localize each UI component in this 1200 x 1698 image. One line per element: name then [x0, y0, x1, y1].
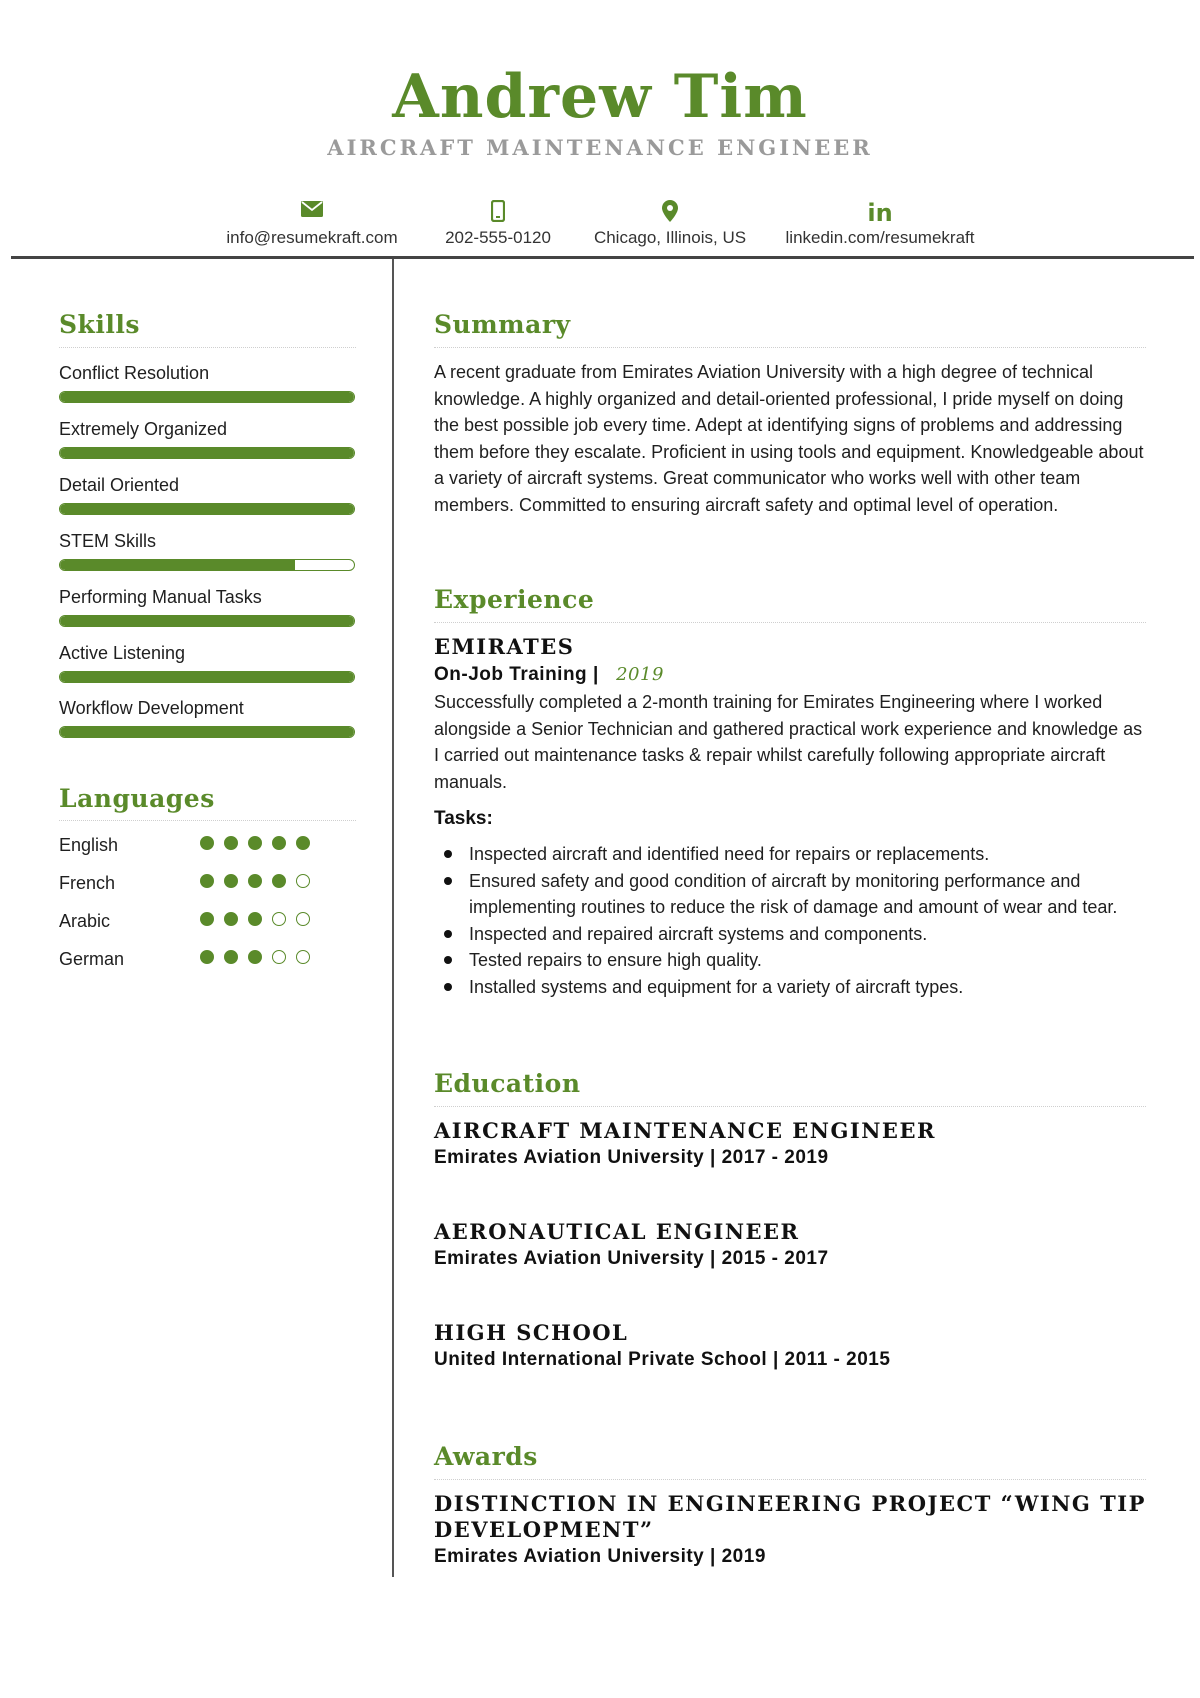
bullet-icon: [444, 930, 452, 938]
rating-dot-filled: [248, 836, 262, 850]
language-row: [59, 832, 359, 860]
rating-dot-filled: [200, 874, 214, 888]
rating-dot-filled: [224, 912, 238, 926]
education-rule: [434, 1106, 1146, 1107]
skill-bar: [59, 503, 355, 515]
education-title: HIGH SCHOOL: [434, 1320, 629, 1345]
role-title: On-Job Training |: [434, 664, 599, 685]
language-rating: [200, 950, 310, 964]
rating-dot-empty: [296, 874, 310, 888]
languages-rule: [59, 820, 356, 821]
list-item: [434, 921, 1146, 948]
bullet-icon: [444, 956, 452, 964]
skill-item: [59, 586, 355, 627]
skill-item: [59, 530, 355, 571]
rating-dot-filled: [200, 950, 214, 964]
language-label: Arabic: [59, 911, 111, 931]
skill-bar-fill: [60, 616, 354, 626]
skill-item: [59, 642, 355, 683]
tasks-list: [434, 841, 1146, 1000]
education-detail: Emirates Aviation University | 2017 - 2019: [434, 1147, 829, 1168]
education-title: AIRCRAFT MAINTENANCE ENGINEER: [434, 1118, 936, 1143]
skill-bar: [59, 391, 355, 403]
language-rating: [200, 874, 310, 888]
skill-bar: [59, 615, 355, 627]
task-text: Tested repairs to ensure high quality.: [469, 950, 762, 970]
job-title: AIRCRAFT MAINTENANCE ENGINEER: [327, 135, 873, 160]
skill-label: Workflow Development: [59, 698, 244, 718]
skill-label: Active Listening: [59, 643, 186, 663]
skills-heading: Skills: [59, 310, 140, 339]
skill-item: [59, 362, 355, 403]
skills-rule: [59, 347, 356, 348]
list-item: [434, 841, 1146, 868]
company-name: EMIRATES: [434, 634, 575, 659]
task-text: Inspected and repaired aircraft systems and components.: [469, 923, 928, 944]
task-text: Inspected aircraft and identified need for repairs or replacements.: [469, 844, 990, 864]
rating-dot-filled: [272, 836, 286, 850]
rating-dot-filled: [248, 912, 262, 926]
language-label: English: [59, 835, 119, 855]
skill-bar-fill: [60, 392, 354, 402]
summary-text: A recent graduate from Emirates Aviation University with a high degree of technical knowledge. A highly organized and detail-oriented professional, I pride myself on doing the best possible job every time. Adept at identifying signs of problems and addressing them before they escalate. Proficient in using tools and equipment. Knowledgeable about a variety of aircraft systems. Great communicator who works well with other team members. Committed to ensuring aircraft safety and optimal level of operation.: [434, 362, 1144, 515]
rating-dot-empty: [272, 950, 286, 964]
skill-bar-fill: [60, 727, 354, 737]
skill-label: Performing Manual Tasks: [59, 587, 262, 607]
rating-dot-empty: [296, 912, 310, 926]
bullet-icon: [444, 877, 452, 885]
task-text: Ensured safety and good condition of aircraft by monitoring performance and implementing routines to reduce the risk of damage and amount of wear and tear.: [469, 870, 1118, 917]
location-pin-icon: [550, 200, 790, 226]
language-label: German: [59, 949, 125, 969]
rating-dot-filled: [248, 874, 262, 888]
skill-bar-fill: [60, 448, 354, 458]
email-text: info@resumekraft.com: [226, 228, 398, 247]
language-rating: [200, 912, 310, 926]
skill-bar-fill: [60, 560, 295, 570]
skill-label: Extremely Organized: [59, 419, 228, 439]
rating-dot-filled: [200, 836, 214, 850]
experience-description: Successfully completed a 2-month training for Emirates Engineering where I worked alongside a Senior Technician and gathered practical work experience and knowledge as I carried out maintenance tasks & repair whilst carefully following appropriate aircraft manuals.: [434, 692, 1143, 792]
list-item: [434, 947, 1146, 974]
rating-dot-empty: [296, 950, 310, 964]
skill-bar: [59, 726, 355, 738]
contact-location: [550, 200, 790, 250]
skill-bar: [59, 671, 355, 683]
awards-heading: Awards: [434, 1442, 538, 1471]
skill-item: [59, 697, 355, 738]
summary-rule: [434, 347, 1146, 348]
bullet-icon: [444, 850, 452, 858]
skill-label: Detail Oriented: [59, 475, 180, 495]
rating-dot-filled: [224, 836, 238, 850]
linkedin-icon: in: [867, 199, 893, 227]
experience-rule: [434, 622, 1146, 623]
language-rating: [200, 836, 310, 850]
awards-rule: [434, 1479, 1146, 1480]
skill-bar: [59, 447, 355, 459]
phone-text: 202-555-0120: [445, 228, 551, 247]
tasks-heading: Tasks:: [434, 808, 493, 829]
column-divider: [392, 259, 394, 1577]
language-row: [59, 908, 359, 936]
award-detail: Emirates Aviation University | 2019: [434, 1546, 766, 1567]
rating-dot-filled: [272, 874, 286, 888]
education-heading: Education: [434, 1069, 581, 1098]
skill-item: [59, 474, 355, 515]
task-text: Installed systems and equipment for a variety of aircraft types.: [469, 976, 964, 997]
rating-dot-empty: [272, 912, 286, 926]
summary-heading: Summary: [434, 310, 571, 339]
award-title: DISTINCTION IN ENGINEERING PROJECT “WING TIP DEVELOPMENT”: [434, 1491, 1146, 1542]
rating-dot-filled: [296, 836, 310, 850]
skill-bar-fill: [60, 672, 354, 682]
languages-heading: Languages: [59, 784, 215, 813]
rating-dot-filled: [224, 874, 238, 888]
education-detail: United International Private School | 2011 - 2015: [434, 1349, 891, 1370]
language-row: [59, 946, 359, 974]
skill-label: STEM Skills: [59, 531, 157, 551]
list-item: [434, 974, 1146, 1001]
role-line: [434, 662, 664, 688]
bullet-icon: [444, 983, 452, 991]
skill-bar-fill: [60, 504, 354, 514]
education-detail: Emirates Aviation University | 2015 - 2017: [434, 1248, 829, 1269]
candidate-name: Andrew Tim: [392, 62, 808, 132]
contact-linkedin[interactable]: [760, 200, 1000, 250]
rating-dot-filled: [224, 950, 238, 964]
linkedin-text: linkedin.com/resumekraft: [785, 228, 975, 247]
language-row: [59, 870, 359, 898]
skill-item: [59, 418, 355, 459]
skill-label: Conflict Resolution: [59, 363, 210, 383]
education-title: AERONAUTICAL ENGINEER: [434, 1219, 800, 1244]
role-year: 2019: [616, 664, 664, 685]
skill-bar: [59, 559, 355, 571]
rating-dot-filled: [248, 950, 262, 964]
list-item: [434, 868, 1146, 921]
rating-dot-filled: [200, 912, 214, 926]
language-label: French: [59, 873, 116, 893]
experience-heading: Experience: [434, 585, 595, 614]
location-text: Chicago, Illinois, US: [593, 228, 747, 247]
header-divider: [11, 256, 1194, 259]
